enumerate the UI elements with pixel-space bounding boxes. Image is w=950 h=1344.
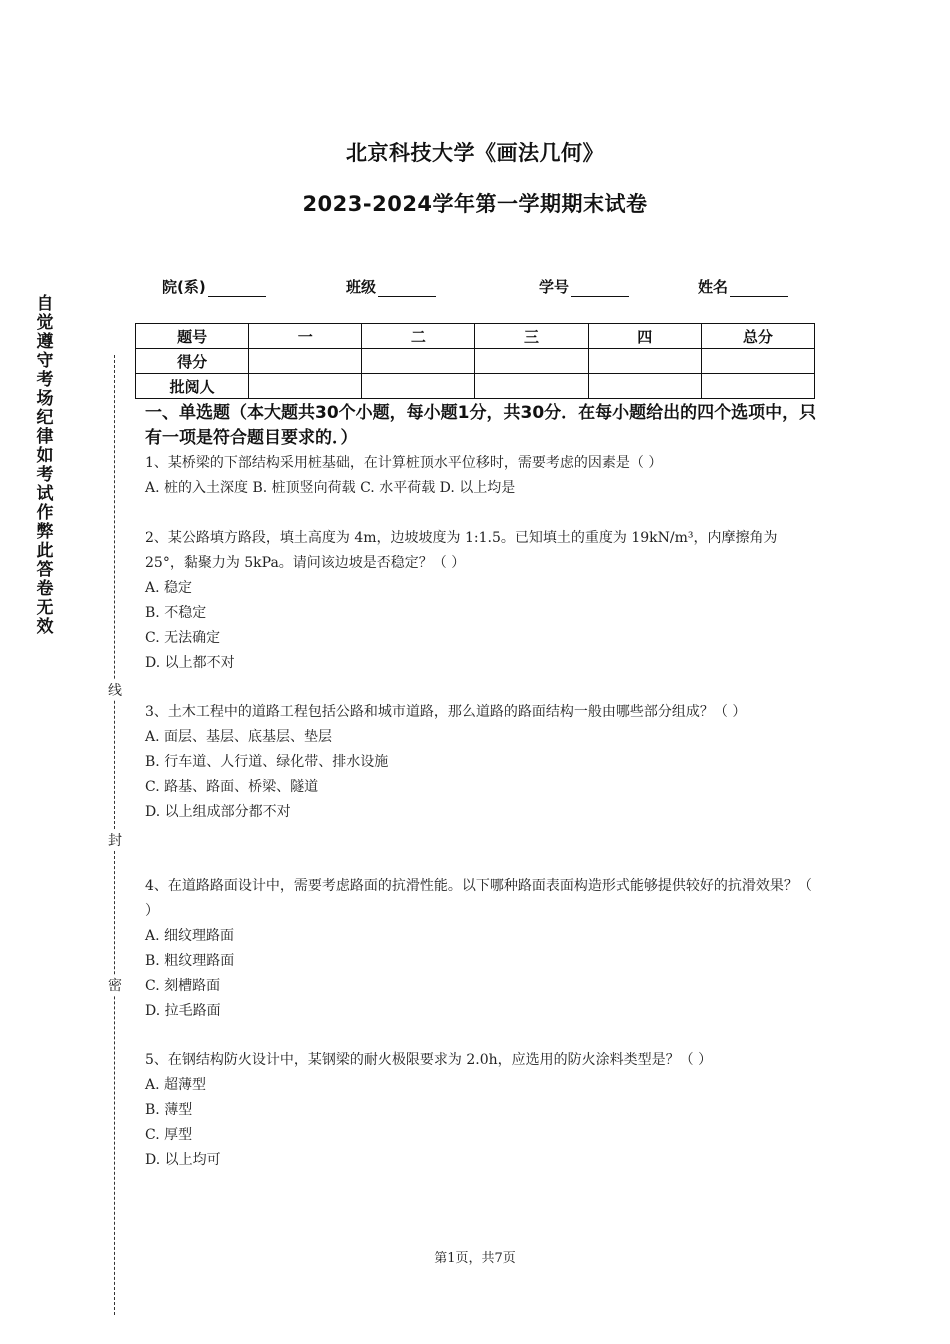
score-table (135, 323, 815, 399)
question-4 (145, 874, 817, 1024)
student-id-label: 学号 (539, 278, 570, 296)
question-stem: 1、某桥梁的下部结构采用桩基础，在计算桩顶水平位移时，需要考虑的因素是（ ） (145, 455, 663, 471)
score-row-label: 得分 (136, 349, 249, 374)
question-stem: 2、某公路填方路段，填土高度为 4m，边坡坡度为 1:1.5。已知填土的重度为 19kN/m³，内摩擦角为 25°，黏聚力为 5kPa。请问该边坡是否稳定？（ ） (145, 530, 782, 571)
question-1 (145, 451, 817, 501)
score-row (136, 349, 815, 374)
score-cell (588, 349, 701, 374)
question-3 (145, 700, 817, 825)
question-options: A. 桩的入土深度 B. 桩顶竖向荷载 C. 水平荷载 D. 以上均是 (145, 480, 516, 496)
score-header-cell: 三 (475, 324, 588, 349)
name-blank (730, 280, 788, 297)
score-cell (475, 349, 588, 374)
question-stem: 5、在钢结构防火设计中，某钢梁的耐火极限要求为 2.0h，应选用的防火涂料类型是？（ ） (145, 1052, 713, 1068)
grader-cell (362, 374, 475, 399)
name-field (698, 276, 788, 297)
student-id-field (539, 276, 629, 297)
exam-title: 北京科技大学《画法几何》 (346, 141, 604, 165)
class-label: 班级 (346, 278, 377, 296)
question-option: B. 薄型 (145, 1102, 193, 1118)
question-option: C. 无法确定 (145, 630, 221, 646)
name-label: 姓名 (698, 278, 729, 296)
score-cell (701, 349, 814, 374)
question-stem: 4、在道路路面设计中，需要考虑路面的抗滑性能。以下哪种路面表面构造形式能够提供较好的抗滑效果？（ ） (145, 878, 817, 919)
question-option: C. 厚型 (145, 1127, 193, 1143)
score-table-header-row (136, 324, 815, 349)
question-option: B. 不稳定 (145, 605, 207, 621)
class-field (346, 276, 436, 297)
question-option: A. 稳定 (145, 580, 193, 596)
score-header-cell: 总分 (701, 324, 814, 349)
page-number: 第1页，共7页 (434, 1251, 516, 1266)
grader-cell (249, 374, 362, 399)
question-2 (145, 526, 817, 676)
dept-label: 院(系) (162, 278, 206, 296)
question-option: D. 以上组成部分都不对 (145, 804, 291, 820)
student-id-blank (571, 280, 629, 297)
question-5 (145, 1048, 817, 1173)
grader-row-label: 批阅人 (136, 374, 249, 399)
score-header-cell: 一 (249, 324, 362, 349)
score-cell (249, 349, 362, 374)
question-option: D. 以上都不对 (145, 655, 235, 671)
grader-cell (701, 374, 814, 399)
dept-blank (208, 280, 266, 297)
class-blank (378, 280, 436, 297)
question-option: C. 刻槽路面 (145, 978, 221, 994)
question-option: A. 细纹理路面 (145, 928, 235, 944)
question-option: C. 路基、路面、桥梁、隧道 (145, 779, 319, 795)
section-heading: 一、单选题（本大题共30个小题，每小题1分，共30分．在每小题给出的四个选项中，只有一项是符合题目要求的．） (145, 403, 817, 448)
question-option: D. 以上均可 (145, 1152, 221, 1168)
grader-cell (475, 374, 588, 399)
score-header-cell: 题号 (136, 324, 249, 349)
score-header-cell: 二 (362, 324, 475, 349)
question-option: B. 粗纹理路面 (145, 953, 235, 969)
seal-char-seal: 封 (106, 830, 124, 850)
question-stem: 3、土木工程中的道路工程包括公路和城市道路，那么道路的路面结构一般由哪些部分组成？（ ） (145, 704, 747, 720)
dept-field (162, 276, 266, 297)
question-option: D. 拉毛路面 (145, 1003, 221, 1019)
seal-char-secret: 密 (106, 975, 124, 995)
exam-discipline-notice: 自觉遵守考场纪律如考试作弊此答卷无效 (36, 294, 54, 637)
question-option: B. 行车道、人行道、绿化带、排水设施 (145, 754, 389, 770)
question-option: A. 超薄型 (145, 1077, 207, 1093)
exam-subtitle: 2023-2024学年第一学期期末试卷 (302, 192, 648, 216)
grader-cell (588, 374, 701, 399)
grader-row (136, 374, 815, 399)
question-option: A. 面层、基层、底基层、垫层 (145, 729, 333, 745)
seal-char-line: 线 (106, 680, 124, 700)
score-header-cell: 四 (588, 324, 701, 349)
score-cell (362, 349, 475, 374)
